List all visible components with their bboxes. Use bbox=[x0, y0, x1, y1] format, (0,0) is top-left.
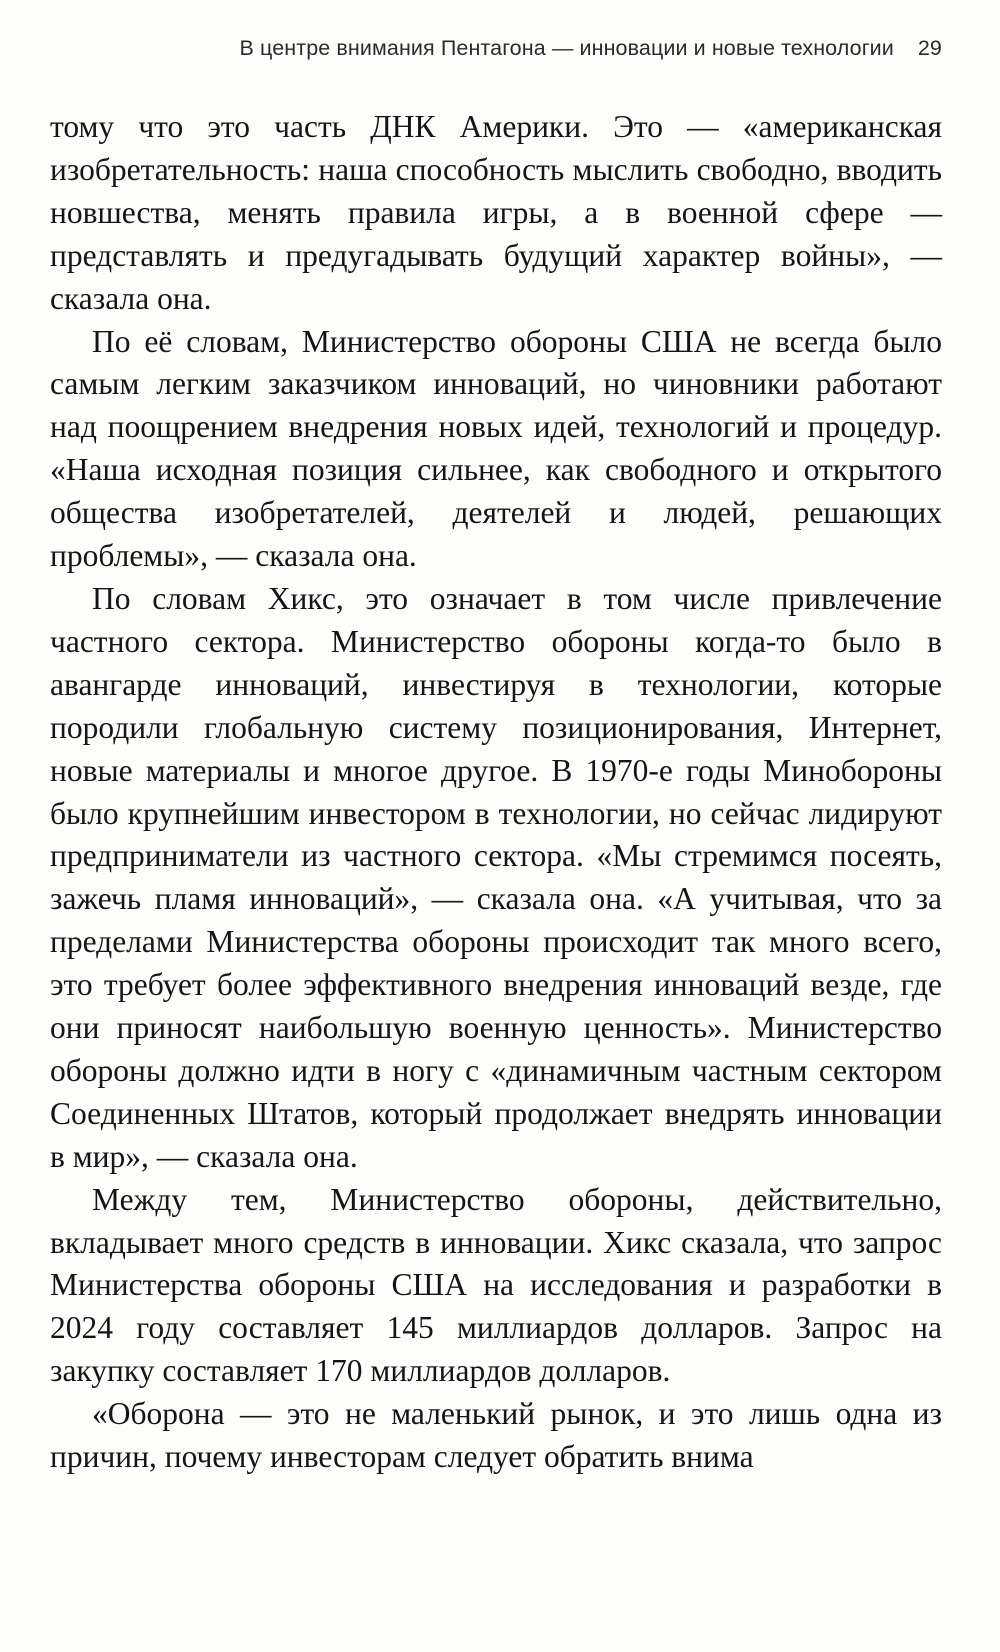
body-text bbox=[50, 106, 942, 1479]
paragraph: «Оборона — это не маленький рынок, и это лишь одна из причин, почему инвесторам следует обратить внима bbox=[50, 1396, 942, 1475]
paragraph: По её словам, Министерство обороны США не всегда было самым легким заказчиком инноваций, но чиновники работают над поощрением внедрения новых идей, технологий и процедур. «Наша исходная позиция сильнее, как свободного и открытого общества изобретателей, деятелей и людей, решающих проблемы», — сказала она. bbox=[50, 323, 942, 574]
running-header bbox=[48, 36, 942, 61]
running-title: В центре внимания Пентагона — инновации и новые технологии bbox=[239, 36, 894, 60]
page-number: 29 bbox=[917, 36, 942, 60]
paragraph: Между тем, Министерство обороны, действительно, вкладывает много средств в инновации. Хикс сказала, что запрос Министерства обороны США на исследования и разработки в 2024 году составляет 145 миллиардов долларов. Запрос на закупку составляет 170 миллиардов долларов. bbox=[50, 1181, 942, 1389]
paragraph: По словам Хикс, это означает в том числе привлечение частного сектора. Министерство обороны когда-то было в авангарде инноваций, инвестируя в технологии, которые породили глобальную систему позиционирования, Интернет, новые материалы и многое другое. В 1970-е годы Минобороны было крупнейшим инвестором в технологии, но сейчас лидируют предприниматели из частного сектора. «Мы стремимся посеять, зажечь пламя инноваций», — сказала она. «А учитывая, что за пределами Министерства обороны происходит так много всего, это требует более эффективного внедрения инноваций везде, где они приносят наибольшую военную ценность». Министерство обороны должно идти в ногу с «динамичным частным сектором Соединенных Штатов, который продолжает внедрять инновации в мир», — сказала она. bbox=[50, 580, 942, 1174]
paragraph-continued: тому что это часть ДНК Америки. Это — «американская изобретательность: наша способность мыслить свободно, вводить новшества, менять правила игры, а в военной сфере — представлять и предугадывать будущий характер войны», — сказала она. bbox=[50, 109, 942, 316]
